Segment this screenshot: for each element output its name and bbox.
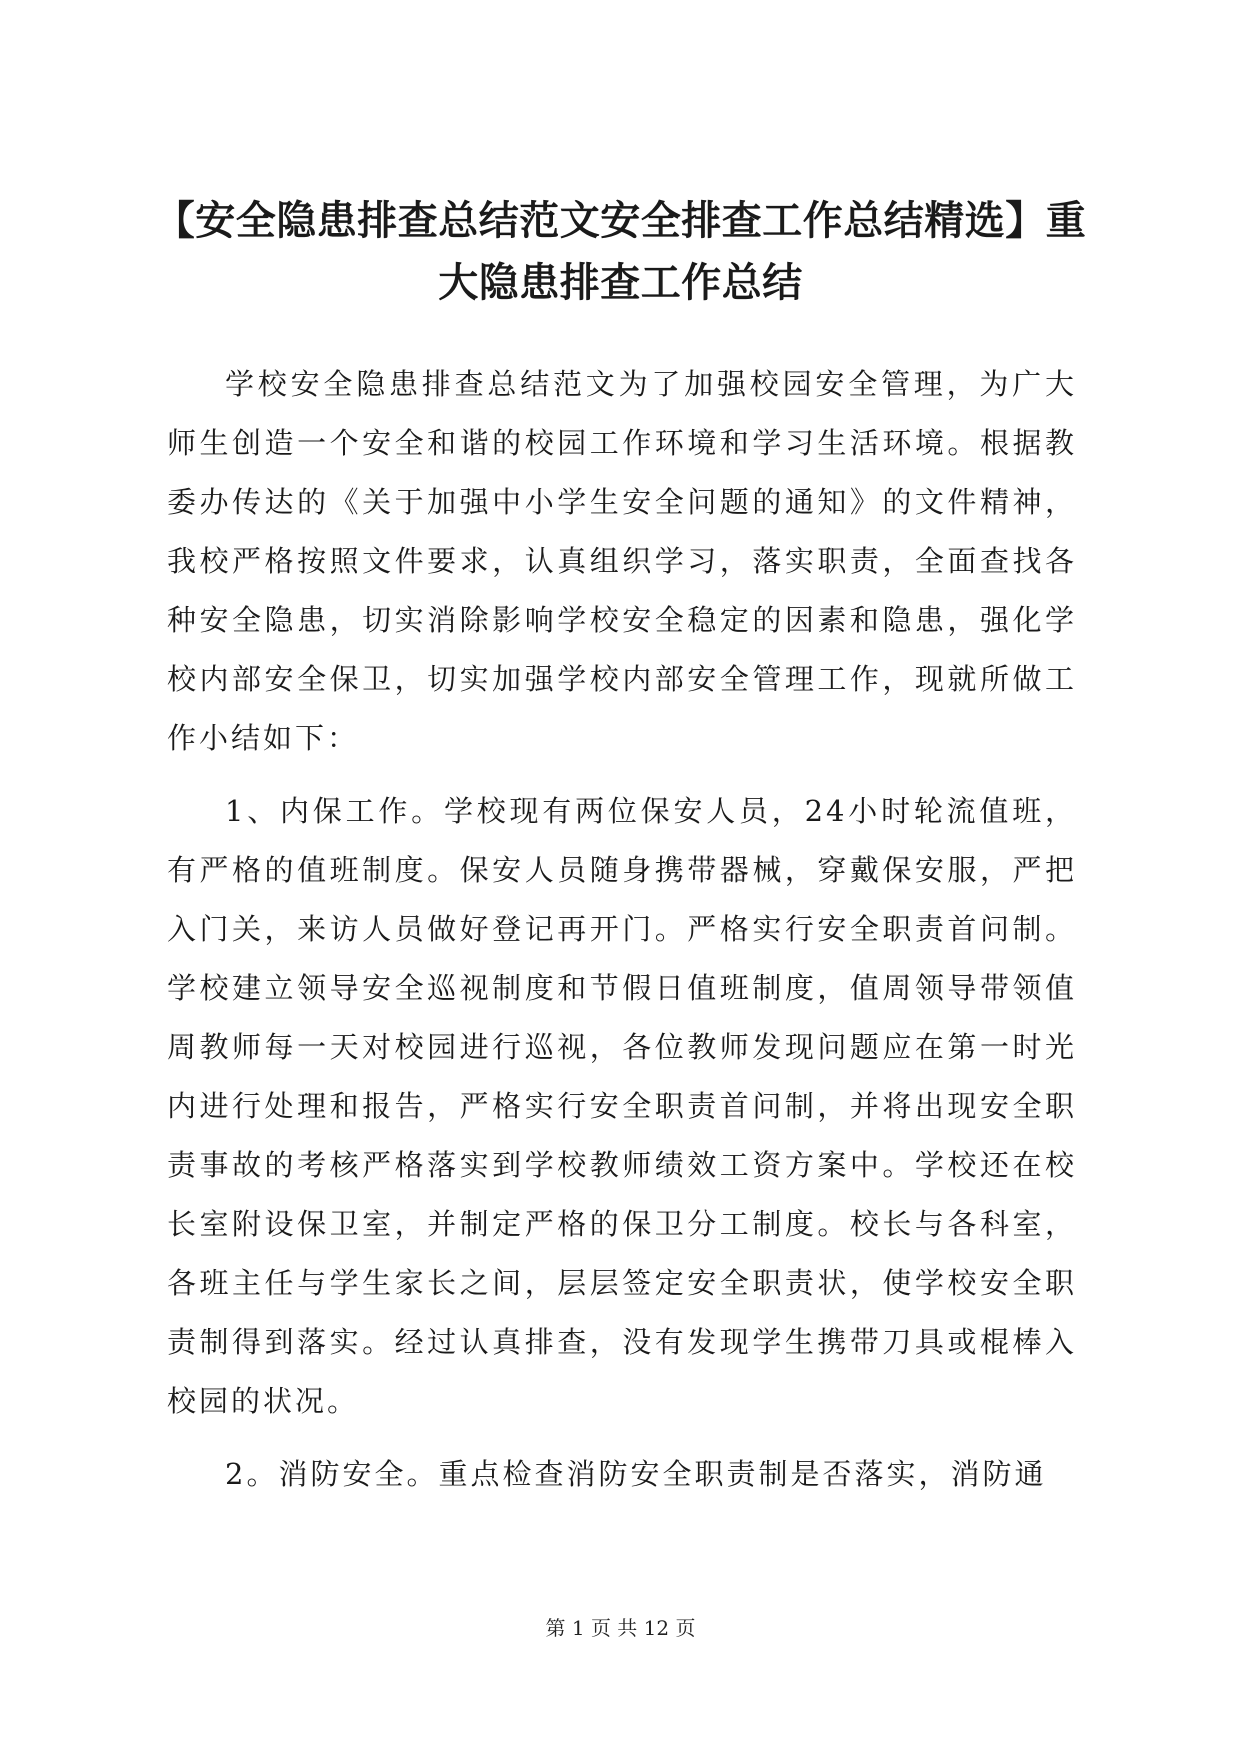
- document-body: [167, 355, 1077, 1504]
- paragraph-intro: 学校安全隐患排查总结范文为了加强校园安全管理，为广大师生创造一个安全和谐的校园工作环境和学习生活环境。根据教委办传达的《关于加强中小学生安全问题的通知》的文件精神，我校严格按照文件要求，认真组织学习，落实职责，全面查找各种安全隐患，切实消除影响学校安全稳定的因素和隐患，强化学校内部安全保卫，切实加强学校内部安全管理工作，现就所做工作小结如下：: [167, 367, 1077, 755]
- paragraph-internal-security: 1、内保工作。学校现有两位保安人员，24小时轮流值班，有严格的值班制度。保安人员随身携带器械，穿戴保安服，严把入门关，来访人员做好登记再开门。严格实行安全职责首问制。学校建立领导安全巡视制度和节假日值班制度，值周领导带领值周教师每一天对校园进行巡视，各位教师发现问题应在第一时光内进行处理和报告，严格实行安全职责首问制，并将出现安全职责事故的考核严格落实到学校教师绩效工资方案中。学校还在校长室附设保卫室，并制定严格的保卫分工制度。校长与各科室，各班主任与学生家长之间，层层签定安全职责状，使学校安全职责制得到落实。经过认真排查，没有发现学生携带刀具或棍棒入校园的状况。: [167, 794, 1077, 1418]
- paragraph-fire-safety: 2。消防安全。重点检查消防安全职责制是否落实，消防通: [225, 1457, 1047, 1491]
- document-title: 【安全隐患排查总结范文安全排查工作总结精选】重大隐患排查工作总结: [154, 198, 1087, 306]
- page-number-footer: 第 1 页 共 12 页: [545, 1616, 696, 1640]
